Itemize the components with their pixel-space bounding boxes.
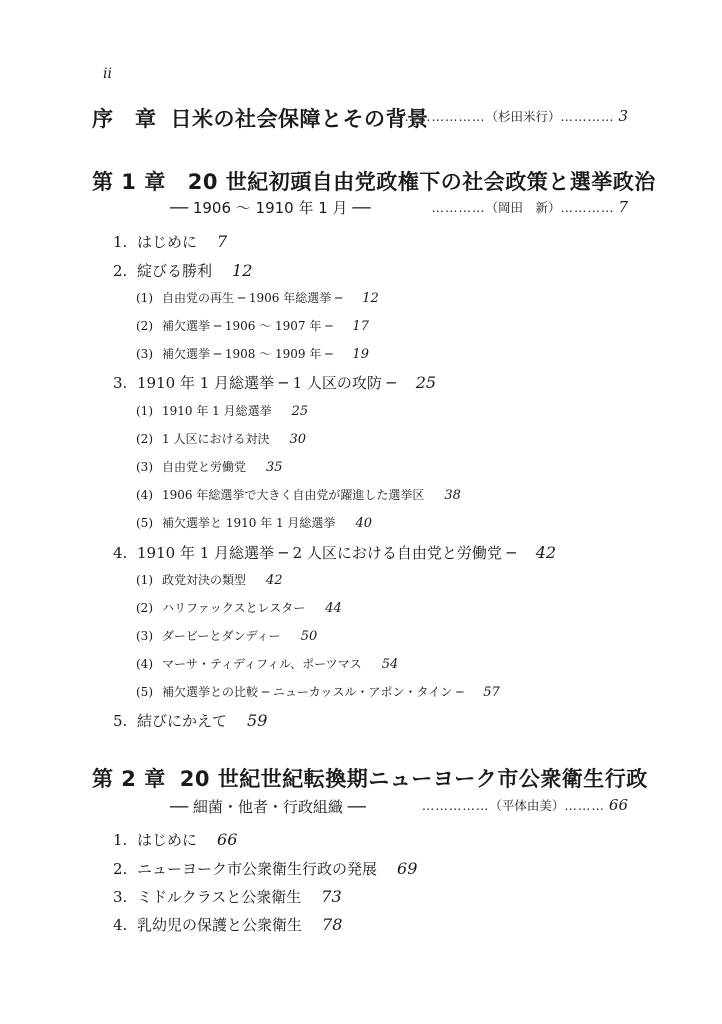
subsection-entry [136, 571, 283, 588]
subsection-title: 補欠選挙 ─ 1906 ～ 1907 年 ─ [162, 319, 333, 333]
chapter-title: 20 世紀初頭自由党政権下の社会政策と選挙政治 [187, 170, 656, 194]
chapter-number: 序 章 [92, 107, 157, 131]
section-title: 綻びる勝利 [137, 262, 213, 280]
section-entry [113, 542, 556, 563]
section-entry [113, 372, 436, 393]
subsection-page: 44 [325, 601, 342, 616]
section-title: 1910 年 1 月総選挙 ─ 1 人区の攻防 ─ [137, 374, 396, 392]
subsection-number: (4) [136, 488, 153, 502]
section-page: 7 [217, 232, 228, 251]
chapter-heading-1 [92, 166, 656, 196]
subsection-entry [136, 599, 342, 616]
subsection-page: 35 [266, 460, 283, 475]
chapter-author-line [431, 198, 628, 216]
leader-dots: ………… [560, 200, 615, 215]
page-number: ii [103, 66, 112, 82]
subsection-title: 1910 年 1 月総選挙 [162, 404, 272, 418]
section-title: ニューヨーク市公衆衛生行政の発展 [137, 860, 378, 878]
section-page: 73 [321, 887, 342, 906]
section-number: 1. [113, 831, 128, 849]
subsection-entry [136, 486, 461, 503]
subsection-title: マーサ・ティディフィル、ポーツマス [162, 657, 362, 671]
subsection-entry [136, 683, 500, 700]
section-page: 42 [535, 543, 557, 562]
subsection-page: 40 [355, 516, 372, 531]
chapter-number: 第 1 章 [92, 170, 166, 194]
subsection-title: ハリファックスとレスター [162, 601, 306, 615]
subsection-entry [136, 317, 369, 334]
section-title: はじめに [137, 233, 198, 251]
chapter-author: （杉田米行） [485, 109, 561, 124]
section-number: 3. [113, 888, 128, 906]
subsection-title: ダービーとダンディー [162, 629, 281, 643]
section-page: 25 [415, 373, 437, 392]
subsection-title: 自由党と労働党 [162, 460, 247, 474]
section-entry [113, 260, 252, 281]
section-entry [113, 914, 342, 935]
chapter-title: 日米の社会保障とその背景 [170, 107, 429, 131]
chapter-heading-2 [92, 763, 648, 793]
subsection-page: 38 [444, 488, 461, 503]
leader-dots: ……… [564, 798, 605, 813]
subsection-page: 54 [381, 657, 399, 672]
subsection-page: 25 [291, 404, 309, 419]
subsection-entry [136, 627, 317, 644]
section-title: ミドルクラスと公衆衛生 [137, 888, 302, 906]
subsection-number: (2) [136, 319, 153, 333]
section-number: 4. [113, 916, 128, 934]
subsection-page: 19 [352, 347, 369, 362]
subsection-title: 政党対決の類型 [162, 573, 247, 587]
leader-dots: ……………… [404, 109, 486, 124]
leader-dots: ………… [560, 109, 615, 124]
section-entry [113, 829, 237, 850]
subsection-entry [136, 345, 369, 362]
subsection-page: 50 [300, 629, 318, 644]
section-page: 59 [247, 711, 268, 730]
subsection-title: 補欠選挙との比較 ─ ニューカッスル・アポン・タイン ─ [162, 685, 464, 699]
section-entry [113, 886, 342, 907]
section-number: 2. [113, 262, 128, 280]
subsection-title: 補欠選挙と 1910 年 1 月総選挙 [162, 516, 336, 530]
section-number: 4. [113, 544, 128, 562]
subsection-number: (5) [136, 685, 153, 699]
subsection-number: (3) [136, 460, 153, 474]
subsection-title: 自由党の再生 ─ 1906 年総選挙 ─ [162, 291, 343, 305]
subsection-entry [136, 430, 306, 447]
section-number: 5. [113, 712, 128, 730]
leader-dots: ………… [431, 200, 486, 215]
chapter-title: 20 世紀世紀転換期ニューヨーク市公衆衛生行政 [179, 767, 648, 791]
subsection-entry [136, 458, 283, 475]
subsection-number: (3) [136, 347, 153, 361]
subsection-number: (5) [136, 516, 153, 530]
section-title: 結びにかえて [137, 712, 228, 730]
subsection-page: 12 [362, 291, 379, 306]
subsection-entry [136, 514, 372, 531]
chapter-author: （平体由美） [489, 798, 565, 813]
chapter-number: 第 2 章 [92, 767, 166, 791]
leader-dots: …………… [421, 798, 490, 813]
chapter-author: （岡田 新） [485, 200, 561, 215]
subsection-title: 1 人区における対決 [162, 432, 270, 446]
subsection-number: (1) [136, 291, 153, 305]
section-title: 乳幼児の保護と公衆衛生 [137, 916, 303, 934]
section-page: 12 [232, 261, 253, 280]
section-entry [113, 858, 417, 879]
section-entry [113, 710, 267, 731]
subsection-number: (4) [136, 657, 153, 671]
section-number: 2. [113, 860, 128, 878]
section-entry [113, 231, 227, 252]
subsection-page: 57 [483, 685, 500, 700]
section-page: 66 [217, 830, 238, 849]
chapter-page: 3 [618, 107, 628, 125]
subsection-page: 17 [352, 319, 369, 334]
chapter-author-line [422, 796, 628, 814]
subsection-number: (3) [136, 629, 153, 643]
subsection-page: 42 [266, 573, 283, 588]
subsection-entry [136, 289, 379, 306]
section-title: はじめに [137, 831, 198, 849]
section-title: 1910 年 1 月総選挙 ─ 2 人区における自由党と労働党 ─ [137, 544, 516, 562]
section-number: 3. [113, 374, 128, 392]
subsection-title: 補欠選挙 ─ 1908 ～ 1909 年 ─ [162, 347, 333, 361]
section-number: 1. [113, 233, 128, 251]
section-page: 69 [397, 859, 418, 878]
chapter-page: 7 [618, 198, 628, 216]
subsection-number: (1) [136, 573, 153, 587]
subsection-number: (1) [136, 404, 153, 418]
chapter-author-line [404, 107, 628, 125]
section-page: 78 [322, 915, 343, 934]
subsection-number: (2) [136, 601, 153, 615]
subsection-entry [136, 655, 398, 672]
subsection-page: 30 [289, 432, 306, 447]
chapter-subtitle: ── 細菌・他者・行政組織 ── [170, 798, 366, 816]
chapter-page: 66 [608, 796, 628, 814]
subsection-number: (2) [136, 432, 153, 446]
chapter-subtitle: ── 1906 ～ 1910 年 1 月 ── [170, 199, 371, 217]
subsection-title: 1906 年総選挙で大きく自由党が躍進した選挙区 [162, 488, 425, 502]
subsection-entry [136, 402, 308, 419]
